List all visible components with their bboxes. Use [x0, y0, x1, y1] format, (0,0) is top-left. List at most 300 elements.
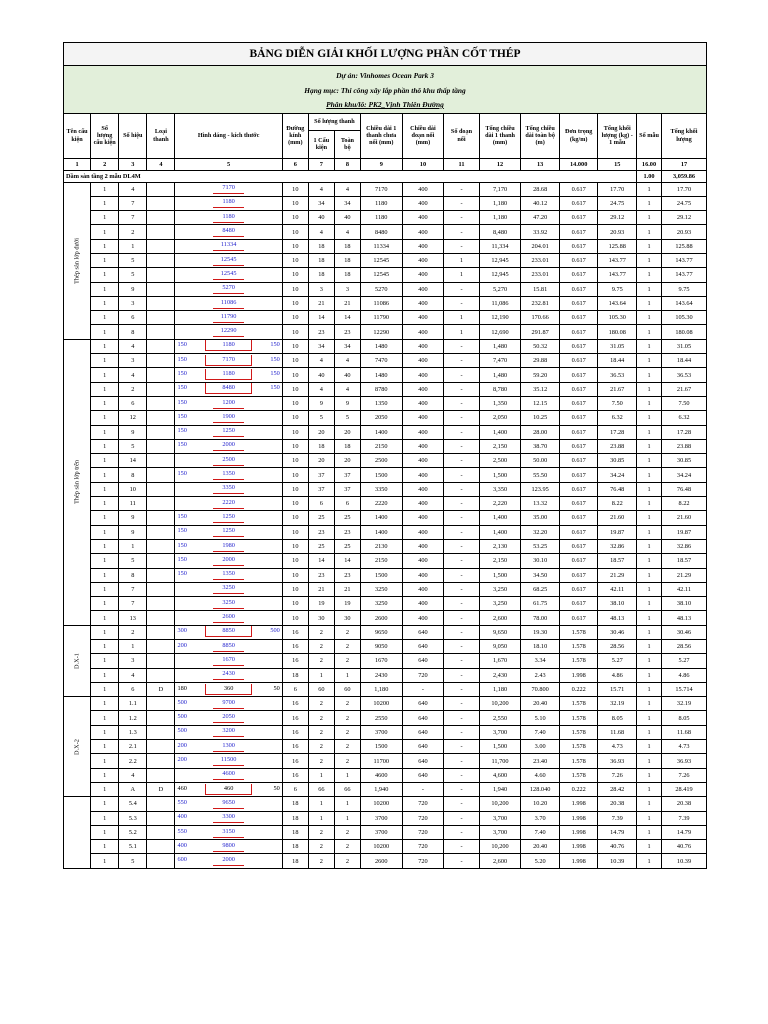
cell-duong-kinh: 10	[282, 454, 308, 468]
cell-so-hieu: 6	[119, 311, 147, 325]
cell-kl-1-mau: 48.13	[598, 611, 637, 625]
cell-don-trong: 0.617	[559, 411, 598, 425]
cell-tong-1-thanh: 2,430	[479, 668, 521, 682]
section-so-mau: 1.00	[637, 170, 662, 182]
cell-tong-1-thanh: 2,050	[479, 411, 521, 425]
cell-shape	[175, 396, 282, 410]
cell-tong-toan-bo: 5.10	[521, 711, 560, 725]
cell-so-doan-noi: -	[444, 411, 479, 425]
shape-main-dim: 11086	[220, 298, 237, 306]
cell-so-luong: 1	[91, 754, 119, 768]
shape-line	[213, 422, 243, 423]
shape-line	[213, 751, 243, 752]
cell-loai-thanh	[147, 554, 175, 568]
cell-tong-toan-bo: 233.01	[521, 268, 560, 282]
cell-so-hieu: 2.2	[119, 754, 147, 768]
table-row	[64, 797, 707, 811]
cell-so-mau: 1	[637, 225, 662, 239]
cell-shape	[175, 568, 282, 582]
shape-line	[213, 665, 243, 666]
table-row	[64, 311, 707, 325]
cell-tong-1-thanh: 7,170	[479, 182, 521, 196]
shape-main-dim: 7170	[222, 184, 235, 192]
cell-chieu-dai: 3250	[360, 582, 402, 596]
shape-line	[213, 436, 243, 437]
cell-tong-toan-bo: 35.12	[521, 382, 560, 396]
cell-kl-1-mau: 21.29	[598, 568, 637, 582]
shape-left-dim: 200	[177, 641, 187, 649]
cell-shape	[175, 611, 282, 625]
shape-main-dim: 2220	[222, 498, 235, 506]
cell-tong-toan-bo: 28.68	[521, 182, 560, 196]
shape-line	[213, 322, 243, 323]
cell-shape	[175, 682, 282, 696]
cell-don-trong: 1.578	[559, 711, 598, 725]
group-label-thep-tren	[64, 339, 91, 625]
cell-so-doan-noi: -	[444, 854, 479, 868]
bar-shape-sketch	[175, 555, 281, 567]
cell-1-cau-kien: 23	[308, 325, 334, 339]
cell-1-cau-kien: 40	[308, 211, 334, 225]
cell-1-cau-kien: 2	[308, 725, 334, 739]
cell-so-hieu: 9	[119, 511, 147, 525]
cell-duong-kinh: 10	[282, 296, 308, 310]
col-header-so-luong-thanh: Số lượng thanh	[308, 113, 360, 130]
cell-chieu-dai: 3700	[360, 825, 402, 839]
cell-kl-1-mau: 19.87	[598, 525, 637, 539]
shape-left-dim: 180	[177, 684, 187, 692]
cell-duong-kinh: 10	[282, 253, 308, 267]
cell-so-hieu: 14	[119, 454, 147, 468]
cell-doan-noi: 400	[402, 354, 444, 368]
cell-doan-noi: 640	[402, 625, 444, 639]
cell-kl-1-mau: 21.67	[598, 382, 637, 396]
cell-chieu-dai: 2430	[360, 668, 402, 682]
shape-main-dim: 3300	[222, 813, 235, 821]
cell-shape	[175, 411, 282, 425]
shape-right-dim: 500	[270, 627, 280, 635]
cell-tong-1-thanh: 2,600	[479, 611, 521, 625]
cell-tong-1-thanh: 10,200	[479, 697, 521, 711]
cell-1-cau-kien: 18	[308, 439, 334, 453]
cell-so-hieu: 2	[119, 225, 147, 239]
cell-1-cau-kien: 2	[308, 654, 334, 668]
bar-shape-sketch	[175, 755, 281, 767]
cell-doan-noi: 400	[402, 454, 444, 468]
cell-so-mau: 1	[637, 597, 662, 611]
cell-chieu-dai: 11086	[360, 296, 402, 310]
cell-tong-kl: 21.60	[662, 511, 707, 525]
shape-left-dim: 150	[177, 570, 187, 578]
col-header-loai-thanh: Loại thanh	[147, 113, 175, 158]
cell-kl-1-mau: 42.11	[598, 582, 637, 596]
cell-tong-1-thanh: 1,480	[479, 368, 521, 382]
cell-tong-1-thanh: 10,200	[479, 840, 521, 854]
cell-so-luong: 1	[91, 311, 119, 325]
col-number: 17	[662, 158, 707, 170]
shape-line	[213, 236, 243, 237]
cell-so-doan-noi: 1	[444, 253, 479, 267]
cell-tong-toan-bo: 38.70	[521, 439, 560, 453]
cell-so-luong: 1	[91, 811, 119, 825]
cell-doan-noi: 720	[402, 668, 444, 682]
cell-loai-thanh: D	[147, 682, 175, 696]
cell-loai-thanh	[147, 840, 175, 854]
cell-chieu-dai: 1180	[360, 196, 402, 210]
cell-tong-kl: 11.68	[662, 725, 707, 739]
cell-so-doan-noi: -	[444, 682, 479, 696]
cell-1-cau-kien: 23	[308, 525, 334, 539]
shape-main-dim: 1250	[222, 527, 235, 535]
cell-1-cau-kien: 21	[308, 296, 334, 310]
bar-shape-sketch	[175, 641, 281, 653]
bar-shape-sketch	[175, 483, 281, 495]
cell-tong-kl: 32.86	[662, 539, 707, 553]
cell-so-luong: 1	[91, 282, 119, 296]
cell-doan-noi: 400	[402, 525, 444, 539]
shape-main-dim: 8480	[222, 227, 235, 235]
cell-so-doan-noi: -	[444, 525, 479, 539]
cell-so-hieu: 5.4	[119, 797, 147, 811]
cell-don-trong: 0.617	[559, 611, 598, 625]
cell-tong-1-thanh: 1,400	[479, 511, 521, 525]
cell-loai-thanh	[147, 811, 175, 825]
cell-tong-toan-bo: 70.800	[521, 682, 560, 696]
cell-shape	[175, 640, 282, 654]
table-row	[64, 425, 707, 439]
cell-tong-kl: 19.87	[662, 525, 707, 539]
cell-don-trong: 0.617	[559, 311, 598, 325]
cell-kl-1-mau: 10.39	[598, 854, 637, 868]
cell-tong-toan-bo: 19.30	[521, 625, 560, 639]
cell-shape	[175, 282, 282, 296]
col-header-doan-noi: Chiều dài đoạn nối (mm)	[402, 113, 444, 158]
cell-so-doan-noi: -	[444, 425, 479, 439]
cell-so-luong: 1	[91, 182, 119, 196]
bar-shape-sketch	[175, 369, 281, 381]
cell-kl-1-mau: 180.08	[598, 325, 637, 339]
shape-line	[213, 765, 243, 766]
cell-loai-thanh	[147, 411, 175, 425]
cell-shape	[175, 725, 282, 739]
shape-main-dim: 9800	[222, 841, 235, 849]
cell-tong-kl: 28.419	[662, 782, 707, 796]
cell-so-mau: 1	[637, 454, 662, 468]
cell-so-hieu: 9	[119, 525, 147, 539]
section-total: 3,059.86	[662, 170, 707, 182]
cell-so-mau: 1	[637, 525, 662, 539]
cell-chieu-dai: 12545	[360, 253, 402, 267]
cell-tong-1-thanh: 11,334	[479, 239, 521, 253]
cell-tong-1-thanh: 1,500	[479, 468, 521, 482]
cell-duong-kinh: 10	[282, 425, 308, 439]
col-number: 13	[521, 158, 560, 170]
cell-so-hieu: 8	[119, 468, 147, 482]
cell-loai-thanh	[147, 740, 175, 754]
cell-toan-bo: 1	[334, 811, 360, 825]
table-row	[64, 354, 707, 368]
shape-line	[213, 193, 243, 194]
shape-line	[213, 608, 243, 609]
cell-chieu-dai: 2550	[360, 711, 402, 725]
cell-so-luong: 1	[91, 625, 119, 639]
cell-shape	[175, 840, 282, 854]
cell-tong-kl: 5.27	[662, 654, 707, 668]
cell-kl-1-mau: 15.71	[598, 682, 637, 696]
shape-line	[213, 837, 243, 838]
cell-chieu-dai: 1500	[360, 468, 402, 482]
cell-doan-noi: 640	[402, 740, 444, 754]
cell-tong-kl: 17.28	[662, 425, 707, 439]
cell-don-trong: 0.617	[559, 539, 598, 553]
shape-right-dim: 150	[270, 355, 280, 363]
cell-duong-kinh: 10	[282, 382, 308, 396]
shape-main-dim: 3200	[222, 727, 235, 735]
col-header-don-trong: Đơn trọng (kg/m)	[559, 113, 598, 158]
shape-main-dim: 8480	[222, 384, 235, 392]
cell-1-cau-kien: 14	[308, 554, 334, 568]
cell-kl-1-mau: 32.19	[598, 697, 637, 711]
cell-so-hieu: 4	[119, 668, 147, 682]
table-row	[64, 840, 707, 854]
shape-line	[213, 822, 243, 823]
cell-loai-thanh	[147, 182, 175, 196]
cell-doan-noi: 400	[402, 282, 444, 296]
shape-line	[213, 508, 243, 509]
cell-doan-noi: 400	[402, 182, 444, 196]
shape-main-dim: 1250	[222, 512, 235, 520]
shape-main-dim: 1180	[222, 370, 235, 377]
cell-kl-1-mau: 21.60	[598, 511, 637, 525]
cell-duong-kinh: 10	[282, 597, 308, 611]
cell-so-luong: 1	[91, 411, 119, 425]
shape-line	[213, 465, 243, 466]
cell-shape	[175, 339, 282, 353]
shape-main-dim: 1180	[222, 212, 235, 220]
col-number: 11	[444, 158, 479, 170]
cell-kl-1-mau: 20.93	[598, 225, 637, 239]
table-row	[64, 268, 707, 282]
cell-kl-1-mau: 9.75	[598, 282, 637, 296]
cell-kl-1-mau: 38.10	[598, 597, 637, 611]
cell-loai-thanh	[147, 382, 175, 396]
cell-loai-thanh	[147, 525, 175, 539]
col-header-tong-1-thanh: Tổng chiều dài 1 thanh (mm)	[479, 113, 521, 158]
cell-don-trong: 0.617	[559, 282, 598, 296]
cell-so-doan-noi: -	[444, 354, 479, 368]
shape-line	[213, 308, 243, 309]
shape-left-dim: 500	[177, 713, 187, 721]
cell-loai-thanh: D	[147, 782, 175, 796]
shape-line	[213, 479, 243, 480]
cell-so-mau: 1	[637, 296, 662, 310]
bar-shape-sketch	[175, 240, 281, 252]
cell-so-luong: 1	[91, 211, 119, 225]
cell-toan-bo: 1	[334, 668, 360, 682]
cell-chieu-dai: 8480	[360, 225, 402, 239]
cell-don-trong: 0.617	[559, 182, 598, 196]
cell-loai-thanh	[147, 325, 175, 339]
cell-shape	[175, 439, 282, 453]
cell-so-mau: 1	[637, 740, 662, 754]
shape-left-dim: 400	[177, 813, 187, 821]
cell-loai-thanh	[147, 697, 175, 711]
cell-tong-1-thanh: 10,200	[479, 797, 521, 811]
cell-so-hieu: 5	[119, 268, 147, 282]
shape-right-dim: 50	[273, 684, 280, 692]
table-row	[64, 768, 707, 782]
table-row	[64, 253, 707, 267]
cell-doan-noi: 400	[402, 468, 444, 482]
cell-1-cau-kien: 4	[308, 182, 334, 196]
cell-duong-kinh: 10	[282, 525, 308, 539]
cell-doan-noi: 400	[402, 311, 444, 325]
cell-so-doan-noi: -	[444, 239, 479, 253]
cell-so-luong: 1	[91, 468, 119, 482]
cell-toan-bo: 21	[334, 582, 360, 596]
cell-so-mau: 1	[637, 311, 662, 325]
cell-doan-noi: 400	[402, 268, 444, 282]
cell-tong-1-thanh: 1,180	[479, 196, 521, 210]
cell-don-trong: 1.998	[559, 797, 598, 811]
group-label-text: Thép sàn lớp trên	[73, 460, 81, 505]
cell-tong-toan-bo: 10.25	[521, 411, 560, 425]
cell-toan-bo: 9	[334, 396, 360, 410]
cell-kl-1-mau: 105.30	[598, 311, 637, 325]
cell-shape	[175, 325, 282, 339]
cell-shape	[175, 354, 282, 368]
cell-don-trong: 0.617	[559, 268, 598, 282]
table-row	[64, 296, 707, 310]
cell-tong-1-thanh: 2,150	[479, 554, 521, 568]
cell-shape	[175, 811, 282, 825]
cell-tong-1-thanh: 1,670	[479, 654, 521, 668]
cell-so-doan-noi: -	[444, 625, 479, 639]
cell-doan-noi: 400	[402, 568, 444, 582]
cell-so-mau: 1	[637, 768, 662, 782]
bar-shape-sketch	[175, 355, 281, 367]
cell-so-luong: 1	[91, 268, 119, 282]
cell-doan-noi: 400	[402, 296, 444, 310]
cell-so-luong: 1	[91, 511, 119, 525]
table-row	[64, 754, 707, 768]
bar-shape-sketch	[175, 298, 281, 310]
cell-doan-noi: 400	[402, 554, 444, 568]
cell-1-cau-kien: 2	[308, 740, 334, 754]
cell-kl-1-mau: 8.05	[598, 711, 637, 725]
shape-line	[213, 293, 243, 294]
cell-so-luong: 1	[91, 296, 119, 310]
cell-tong-toan-bo: 18.10	[521, 640, 560, 654]
cell-so-luong: 1	[91, 611, 119, 625]
group-label-dx1	[64, 625, 91, 696]
cell-shape	[175, 782, 282, 796]
cell-duong-kinh: 10	[282, 554, 308, 568]
cell-chieu-dai: 1670	[360, 654, 402, 668]
table-row	[64, 368, 707, 382]
cell-doan-noi: 720	[402, 840, 444, 854]
cell-tong-kl: 40.76	[662, 840, 707, 854]
cell-so-doan-noi: -	[444, 640, 479, 654]
cell-chieu-dai: 1480	[360, 368, 402, 382]
cell-shape	[175, 182, 282, 196]
cell-tong-1-thanh: 12,945	[479, 268, 521, 282]
cell-tong-kl: 180.08	[662, 325, 707, 339]
shape-main-dim: 11334	[220, 241, 237, 249]
table-row	[64, 339, 707, 353]
cell-1-cau-kien: 20	[308, 425, 334, 439]
cell-so-hieu: 1	[119, 640, 147, 654]
cell-shape	[175, 697, 282, 711]
table-row	[64, 811, 707, 825]
cell-tong-kl: 4.86	[662, 668, 707, 682]
cell-duong-kinh: 10	[282, 497, 308, 511]
cell-tong-toan-bo: 78.00	[521, 611, 560, 625]
cell-shape	[175, 482, 282, 496]
cell-toan-bo: 6	[334, 497, 360, 511]
table-row	[64, 611, 707, 625]
cell-so-mau: 1	[637, 668, 662, 682]
cell-toan-bo: 2	[334, 711, 360, 725]
bar-shape-sketch	[175, 741, 281, 753]
cell-so-doan-noi: -	[444, 339, 479, 353]
cell-doan-noi: 400	[402, 396, 444, 410]
cell-doan-noi: 400	[402, 439, 444, 453]
cell-don-trong: 1.578	[559, 654, 598, 668]
cell-chieu-dai: 12545	[360, 268, 402, 282]
table-row	[64, 382, 707, 396]
cell-so-mau: 1	[637, 239, 662, 253]
col-number: 5	[175, 158, 282, 170]
cell-loai-thanh	[147, 539, 175, 553]
cell-so-hieu: 5.2	[119, 825, 147, 839]
cell-shape	[175, 511, 282, 525]
shape-line	[213, 651, 243, 652]
cell-1-cau-kien: 9	[308, 396, 334, 410]
cell-tong-kl: 48.13	[662, 611, 707, 625]
cell-toan-bo: 20	[334, 454, 360, 468]
cell-so-mau: 1	[637, 268, 662, 282]
cell-tong-toan-bo: 53.25	[521, 539, 560, 553]
cell-don-trong: 1.578	[559, 768, 598, 782]
cell-so-mau: 1	[637, 754, 662, 768]
cell-1-cau-kien: 5	[308, 411, 334, 425]
cell-kl-1-mau: 4.86	[598, 668, 637, 682]
cell-tong-toan-bo: 50.00	[521, 454, 560, 468]
cell-1-cau-kien: 1	[308, 797, 334, 811]
col-number: 15	[598, 158, 637, 170]
shape-main-dim: 3250	[222, 584, 235, 592]
shape-main-dim: 1300	[222, 741, 235, 749]
cell-tong-1-thanh: 8,780	[479, 382, 521, 396]
cell-so-hieu: 5	[119, 854, 147, 868]
cell-toan-bo: 2	[334, 740, 360, 754]
cell-don-trong: 0.617	[559, 425, 598, 439]
shape-line	[213, 408, 243, 409]
cell-tong-kl: 76.48	[662, 482, 707, 496]
cell-doan-noi: -	[402, 782, 444, 796]
cell-so-mau: 1	[637, 439, 662, 453]
cell-1-cau-kien: 3	[308, 282, 334, 296]
cell-1-cau-kien: 1	[308, 811, 334, 825]
cell-loai-thanh	[147, 339, 175, 353]
cell-so-doan-noi: -	[444, 211, 479, 225]
cell-don-trong: 0.617	[559, 296, 598, 310]
cell-tong-toan-bo: 7.40	[521, 825, 560, 839]
cell-loai-thanh	[147, 482, 175, 496]
cell-kl-1-mau: 18.57	[598, 554, 637, 568]
shape-main-dim: 2000	[222, 856, 235, 864]
